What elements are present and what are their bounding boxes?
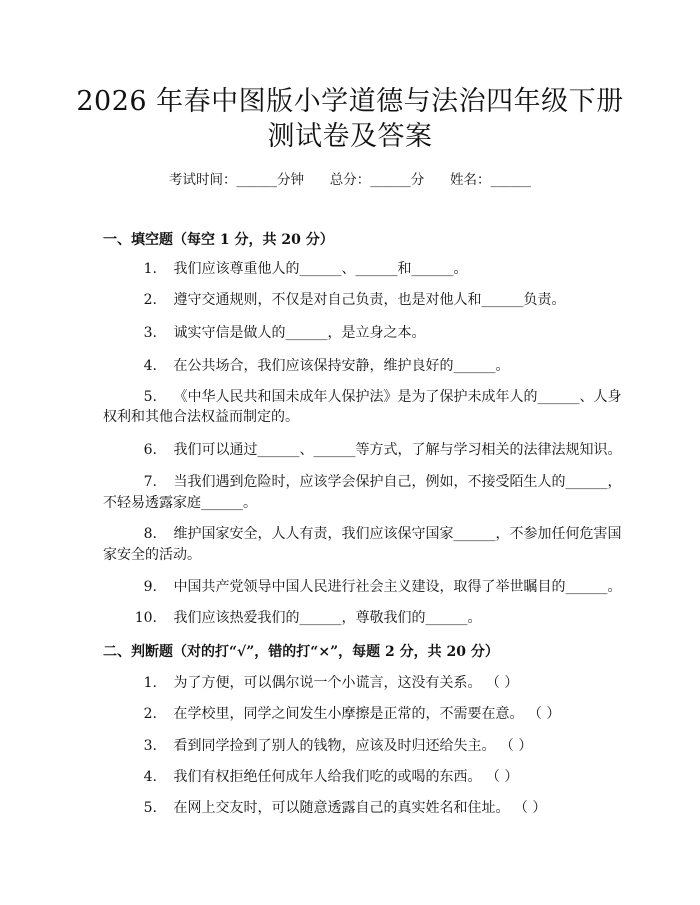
page-title-line2: 测试卷及答案	[267, 121, 433, 152]
item-text: 《中华人民共和国未成年人保护法》是为了保护未成年人的______、人身	[173, 389, 622, 405]
item-number: 4.	[143, 358, 157, 374]
list-item	[103, 605, 599, 631]
list-item-continuation	[103, 404, 599, 430]
list-item	[103, 574, 622, 600]
list-item-continuation	[103, 542, 599, 568]
item-text: 不轻易透露家庭______。	[103, 495, 257, 511]
section-true-false-heading: 二、判断题（对的打“√”，错的打“×”，每题 2 分，共 20 分）	[103, 644, 499, 660]
item-number: 10.	[134, 610, 157, 626]
item-text: 我们有权拒绝任何成年人给我们吃的或喝的东西。 （ ）	[173, 769, 519, 785]
list-item-continuation	[103, 490, 599, 516]
item-text: 为了方便，可以偶尔说一个小谎言，这没有关系。 （ ）	[173, 675, 519, 691]
item-number: 3.	[143, 738, 157, 754]
list-item	[103, 437, 622, 463]
item-number: 6.	[143, 442, 157, 458]
item-text: 维护国家安全，人人有责，我们应该保守国家______，不参加任何危害国	[173, 526, 622, 542]
item-number: 2.	[143, 292, 157, 308]
item-text: 我们可以通过______、______等方式，了解与学习相关的法律法规知识。	[173, 442, 622, 458]
item-text: 在网上交友时，可以随意透露自己的真实姓名和住址。 （ ）	[173, 800, 547, 816]
section-fill-blank-heading: 一、填空题（每空 1 分，共 20 分）	[103, 232, 334, 248]
list-item	[103, 287, 599, 313]
item-number: 5.	[143, 800, 157, 816]
list-item	[103, 701, 599, 727]
list-item	[103, 353, 599, 379]
list-item	[103, 320, 599, 346]
item-number: 4.	[143, 769, 157, 785]
item-text: 在学校里，同学之间发生小摩擦是正常的，不需要在意。 （ ）	[173, 706, 561, 722]
list-item	[103, 764, 599, 790]
item-number: 7.	[143, 474, 157, 490]
item-number: 1.	[143, 675, 157, 691]
list-item	[103, 256, 599, 282]
item-text: 在公共场合，我们应该保持安静，维护良好的______。	[173, 358, 510, 374]
item-number: 9.	[143, 579, 157, 595]
item-text: 看到同学捡到了别人的钱物，应该及时归还给失主。 （ ）	[173, 738, 533, 754]
item-text: 当我们遇到危险时，应该学会保护自己，例如，不接受陌生人的______，	[173, 474, 622, 490]
exam-meta-info: 考试时间：______分钟 总分：______分 姓名：______	[169, 172, 531, 188]
item-text: 中国共产党领导中国人民进行社会主义建设，取得了举世瞩目的______。	[173, 579, 622, 595]
item-number: 1.	[143, 261, 157, 277]
item-number: 2.	[143, 706, 157, 722]
item-text: 我们应该尊重他人的______、______和______。	[173, 261, 468, 277]
item-number: 5.	[143, 389, 157, 405]
item-number: 3.	[143, 325, 157, 341]
item-text: 我们应该热爱我们的______，尊敬我们的______。	[173, 610, 482, 626]
item-text: 权利和其他合法权益而制定的。	[103, 409, 299, 425]
item-text: 家安全的活动。	[103, 547, 201, 563]
item-number: 8.	[143, 526, 157, 542]
list-item	[103, 733, 599, 759]
list-item	[103, 670, 599, 696]
item-text: 遵守交通规则，不仅是对自己负责，也是对他人和______负责。	[173, 292, 566, 308]
list-item	[103, 795, 599, 821]
page-title-line1: 2026 年春中图版小学道德与法治四年级下册	[76, 86, 624, 117]
item-text: 诚实守信是做人的______，是立身之本。	[173, 325, 426, 341]
